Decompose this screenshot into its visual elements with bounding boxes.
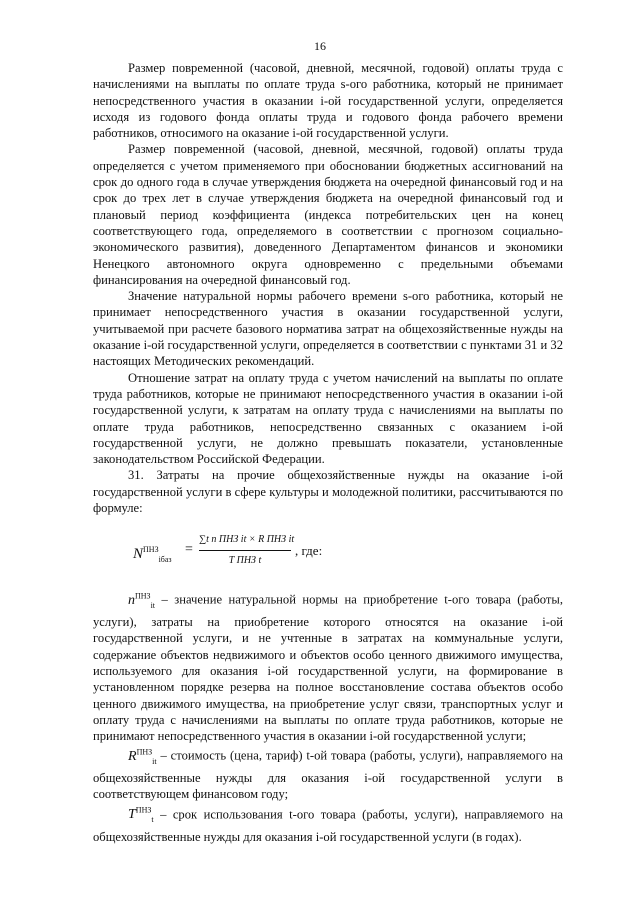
symbol-t: $T^{ПНЗ}_t$: [128, 805, 154, 825]
paragraph-4: Отношение затрат на оплату труда с учетом начислений на выплаты по оплате труда работников, которые не принимают непосредственного участия в оказании i-ой государственной услуги, к затратам на оплату труда с начислениями на выплаты по оплате труда работников, непосредственно связанных с оказанием i-ой государственной услуги, не должно превышать показатели, установленные законодательством Российской Федерации.: [93, 370, 563, 467]
formula-equals: =: [185, 542, 193, 558]
formula-numerator: ∑t n ПНЗ it × R ПНЗ it: [199, 532, 291, 550]
paragraph-5: 31. Затраты на прочие общехозяйственные нужды на оказание i-ой государственной услуги в сфере культуры и молодежной политики, рассчитываются по формуле:: [93, 468, 563, 516]
paragraph-2: Размер повременной (часовой, дневной, месячной, годовой) оплаты труда определяется с учетом применяемого при обосновании бюджетных ассигнований на срок до одного года в случае утверждения бюджета на очередной финансовый год и на срок до трех лет в случае утверждения бюджета на очередной финансовый год и плановый период коэффициента (индекса потребительских цен на конец соответствующего года, определяемого в соответствии с прогнозом социально-экономического развития), доведенного Департаментом финансов и экономики Ненецкого автономного округа одновременно с предельными объемами финансирования на очередной финансовый год.: [93, 142, 563, 287]
definition-n: [93, 588, 563, 744]
symbol-r: $R^{ПНЗ}_{it}$: [128, 747, 157, 766]
definition-r-text: – стоимость (цена, тариф) t-ой товара (работы, услуги), направляемого на общехозяйственные нужды для оказания i-ой государственной услуги в соответствующем финансовом году;: [93, 749, 563, 802]
formula-tail: , где:: [295, 543, 323, 559]
paragraph-1: Размер повременной (часовой, дневной, месячной, годовой) оплаты труда с начислениями на выплаты по оплате труда s-ого работника, который не принимает непосредственного участия в оказании i-ой государственной услуги, определяется исходя из годового фонда оплаты труда и годового фонда рабочего времени работников, относимого на оказание i-ой государственной услуги.: [93, 61, 563, 141]
definition-r: [93, 744, 563, 802]
symbol-n: $n^{ПНЗ}_{it}$: [128, 591, 156, 610]
paragraph-3: Значение натуральной нормы рабочего времени s-ого работника, который не принимает непосредственного участия в оказании государственной услуги, учитываемой при расчете базового норматива затрат на общехозяйственные нужды на оказание i-ой государственной услуги, определяется в соответствии с пунктами 31 и 32 настоящих Методических рекомендаций.: [93, 289, 563, 369]
formula-denominator: T ПНЗ t: [228, 554, 262, 566]
document-body: [93, 60, 563, 845]
page-number: 16: [314, 39, 326, 53]
formula-lhs: $N^{ПНЗ}_{iбаз}$: [133, 545, 172, 565]
definition-t-text: – срок использования t-ого товара (работы, услуги), направляемого на общехозяйственные нужды для оказания i-ой государственной услуги (в годах).: [93, 807, 563, 844]
formula: [133, 532, 563, 570]
definition-t: [93, 803, 563, 845]
formula-fraction: [199, 532, 295, 569]
definition-n-text: – значение натуральной нормы на приобретение t-ого товара (работы, услуги), затраты на приобретение которого относятся на оказание i-ой государственной услуги, и не учтенные в затратах на коммунальные услуги, содержание объектов недвижимого и объектов особо ценного движимого имущества, используемого для оказания i-ой государственной услуги, на формирование в установленном порядке резерва на полное восстановление состава объектов особо ценного движимого имущества, на приобретение услуг связи, транспортных услуг и оплату труда с начислениями на выплаты по оплате труда работников, которые не принимают непосредственного участия в оказании i-ой государственной услуги;: [93, 592, 563, 744]
